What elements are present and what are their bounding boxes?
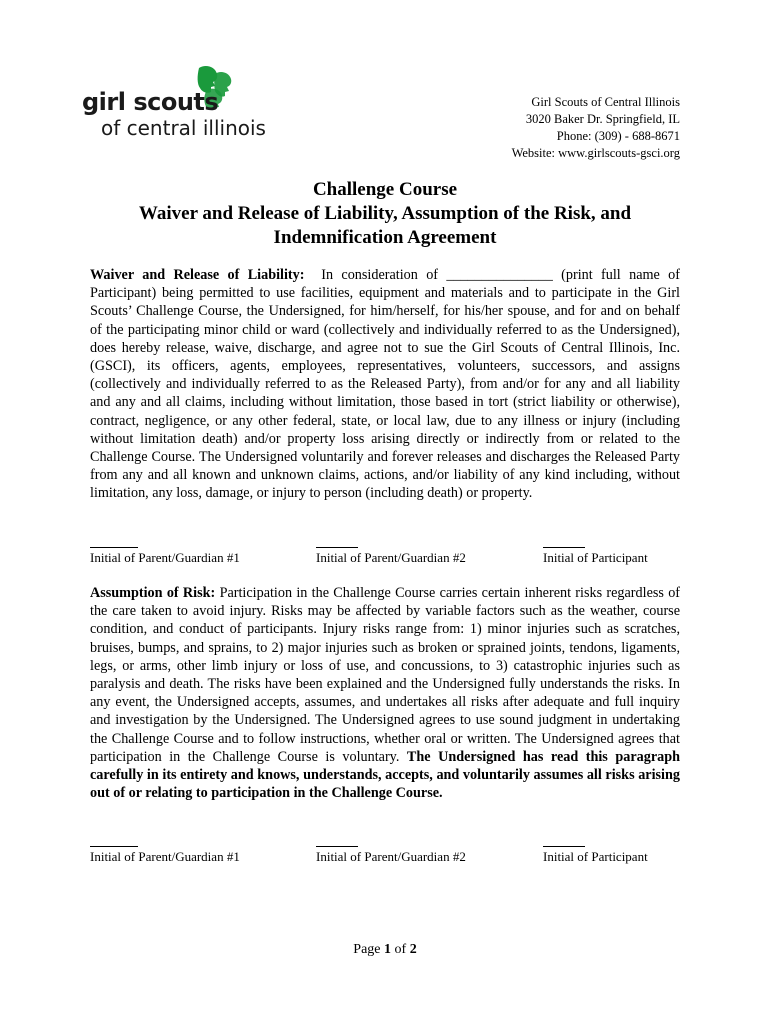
initial-line xyxy=(316,547,358,548)
initial-label: Initial of Parent/Guardian #2 xyxy=(316,550,466,565)
initial-label: Initial of Parent/Guardian #2 xyxy=(316,849,466,864)
logo-text-girl-scouts: girl scouts xyxy=(82,88,219,116)
initial-parent2-field[interactable] xyxy=(316,838,466,865)
initial-participant-field[interactable] xyxy=(543,838,648,865)
address-org: Girl Scouts of Central Illinois xyxy=(531,95,680,109)
title-line-3: Indemnification Agreement xyxy=(273,227,497,248)
page-total: 2 xyxy=(409,942,417,957)
title-line-2: Waiver and Release of Liability, Assumption of the Risk, and xyxy=(138,203,632,224)
document-title xyxy=(90,178,680,250)
initial-line xyxy=(543,846,585,847)
initial-line xyxy=(90,547,138,548)
initial-label: Initial of Participant xyxy=(543,550,648,565)
page-word: Page xyxy=(353,942,381,957)
initial-parent2-field[interactable] xyxy=(316,539,466,566)
initial-line xyxy=(543,547,585,548)
initial-participant-field[interactable] xyxy=(543,539,648,566)
initials-row-risk xyxy=(90,838,690,868)
risk-heading: Assumption of Risk: xyxy=(90,585,216,601)
address-street: 3020 Baker Dr. Springfield, IL xyxy=(525,112,680,126)
waiver-text: In consideration of _______________ (print full name of Participant) being permitted to use facilities, equipment and materials and to participate in the Girl Scouts’ Challenge Course, the Undersigned, for him/herself, for his/her spouse, and for and on behalf of the participating minor child or ward (collectively and individually referred to as the Undersigned), does hereby release, waive, discharge, and agree not to sue the Girl Scouts of Central Illinois, Inc. (GSCI), its officers, agents, employees, representatives, volunteers, successors, and assigns (collectively and individually referred to as the Released Party), from and/or for any and all liability and any and all claims, including without limitation, those based in tort (strict liability or otherwise), contract, negligence, or any other federal, state, or local law, due to any illness or injury (including without limitation death) and/or property loss arising directly or indirectly from or related to the Challenge Course. The Undersigned voluntarily and forever releases and discharges the Released Party from any and all known and unknown claims, actions, and/or liability of any kind including, without limitation, any loss, damage, or injury to person (including death) or property. xyxy=(90,267,681,502)
initial-label: Initial of Parent/Guardian #1 xyxy=(90,550,240,565)
risk-bold-text: The Undersigned has read this paragraph carefully in its entirety and knows, understands, accepts, and voluntarily assumes all risks arising out of or relating to participation in the Challenge Course. xyxy=(90,748,680,802)
page-of-word: of xyxy=(394,942,407,957)
initial-line xyxy=(90,846,138,847)
title-line-1: Challenge Course xyxy=(312,179,458,200)
risk-text: Participation in the Challenge Course carries certain inherent risks regardless of the care taken to avoid injury. Risks may be affected by variable factors such as the weather, course condition, and conduct of participants. Injury risks range from: 1) minor injuries such as scratches, bruises, bumps, and sprains, to 2) major injuries such as broken or sprained joints, tendons, ligaments, legs, or arms, other limb injury or loss of use, and concussions, to 3) catastrophic injuries such as paralysis and death. The risks have been explained and the Undersigned fully understands the risks. In any event, the Undersigned accepts, assumes, and undertakes all risks after adequate and full inquiry and investigation by the Undersigned. The Undersigned agrees to use sound judgment in undertaking the Challenge Course and to follow instructions, whether oral or written. The Undersigned agrees that participation in the Challenge Course is voluntary. xyxy=(90,585,681,765)
initial-parent1-field[interactable] xyxy=(90,838,240,865)
initial-parent1-field[interactable] xyxy=(90,539,240,566)
page-number xyxy=(0,942,770,958)
address-website: Website: www.girlscouts-gsci.org xyxy=(511,146,680,160)
logo-text-of-central-illinois: of central illinois xyxy=(101,116,266,140)
gsci-logo xyxy=(82,64,282,144)
address-block xyxy=(512,94,680,162)
initial-line xyxy=(316,846,358,847)
risk-paragraph xyxy=(90,584,680,802)
waiver-paragraph xyxy=(90,266,680,503)
waiver-heading: Waiver and Release of Liability: xyxy=(90,267,305,283)
address-phone: Phone: (309) - 688-8671 xyxy=(556,129,680,143)
initial-label: Initial of Participant xyxy=(543,849,648,864)
page-current: 1 xyxy=(384,942,392,957)
initials-row-waiver xyxy=(90,539,690,569)
initial-label: Initial of Parent/Guardian #1 xyxy=(90,849,240,864)
